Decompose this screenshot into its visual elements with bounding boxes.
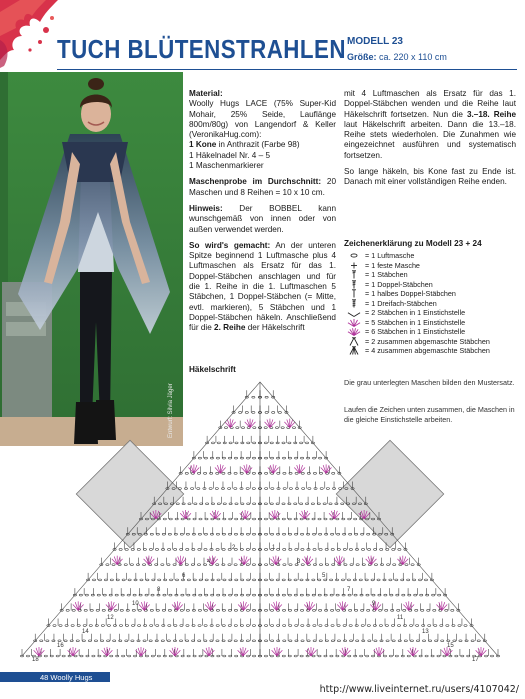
row-number-left: 12 — [107, 615, 114, 621]
legend-symbol-icon — [346, 308, 362, 317]
hinweis-section: Hinweis: Der BOBBEL kann wunschgemäß von innen oder von außen verwendet werden. — [189, 203, 336, 234]
legend-label: = 1 Dreifach-Stäbchen — [365, 298, 437, 308]
row-number-left: 6 — [182, 573, 186, 579]
legend-label: = 1 Stäbchen — [365, 270, 408, 280]
legend-symbol-icon — [346, 327, 362, 336]
instructions-column-2 — [344, 89, 516, 194]
size-info: Größe: ca. 220 x 110 cm — [347, 52, 447, 62]
row-number-left: 18 — [32, 657, 39, 663]
legend-title: Zeichenerklärung zu Modell 23 + 24 — [344, 239, 482, 248]
legend-symbol-icon — [346, 261, 362, 270]
page-title: TUCH BLÜTENSTRAHLEN — [57, 34, 346, 64]
row-number-right: 13 — [422, 629, 429, 635]
row-number-right: 9 — [372, 601, 376, 607]
legend-label: = 1 Luftmasche — [365, 251, 415, 261]
photo-credit: Entwurf: Silvia Jäger — [168, 383, 174, 438]
instructions-column-1 — [189, 89, 336, 340]
row-number-left: 10 — [132, 601, 139, 607]
symbol-legend — [344, 239, 516, 356]
chart-title: Häkelschrift — [189, 365, 236, 374]
row-number-right: 1 — [272, 545, 276, 551]
legend-label: = 1 halbes Doppel-Stäbchen — [365, 289, 456, 299]
instructions-section: So wird's gemacht: An der unteren Spitze beginnend 1 Luftmasche plus 4 Luftmaschen als Ersatz für das 1. Doppel-Stäbchen anschlagen und für die 1. Reihe in die 1. Luftmaschen 5 Stäbchen, 1 Doppel-Stäbchen (= Mitte, evtl. markieren), 5 Stäbchen und 1 Doppel-Stäbchen häkeln. Anschließend für die 2. Reihe der Häkelschrift — [189, 240, 336, 333]
legend-item — [344, 318, 516, 328]
row-number-left: 16 — [57, 643, 64, 649]
legend-symbol-icon — [346, 318, 362, 327]
row-number-right: 17 — [472, 657, 479, 663]
material-section: Material: Woolly Hugs LACE (75% Super-Kid Mohair, 25% Seide, Lauflänge 800m/80g) von Langendorf & Keller (VeronikaHug.com): 1 Kone in Anthrazit (Farbe 98) 1 Häkelnadel Nr. 4 – 5 1 Maschenmarkierer — [189, 89, 336, 171]
legend-item — [344, 280, 516, 290]
legend-note-same-stitch: Laufen die Zeichen unten zusammen, die Maschen in die gleiche Einstichstelle arbeiten. — [344, 405, 515, 424]
legend-item — [344, 251, 516, 261]
legend-label: = 4 zusammen abgemaschte Stäbchen — [365, 346, 490, 356]
legend-symbol-icon — [346, 251, 362, 260]
legend-label: = 2 Stäbchen in 1 Einstichstelle — [365, 308, 466, 318]
legend-label: = 1 Doppel-Stäbchen — [365, 279, 433, 289]
model-number: MODELL 23 — [347, 36, 403, 47]
row-number-right: 3 — [297, 559, 301, 565]
row-number-right: 7 — [347, 587, 351, 593]
legend-symbol-icon — [346, 289, 362, 298]
legend-item — [344, 289, 516, 299]
row-number-left: 14 — [82, 629, 89, 635]
row-number-left: 2 — [232, 545, 236, 551]
legend-label: = 6 Stäbchen in 1 Einstichstelle — [365, 327, 466, 337]
row-number-left: 8 — [157, 587, 161, 593]
header-rule — [57, 69, 517, 70]
row-number-right: 15 — [447, 643, 454, 649]
legend-symbol-icon — [346, 280, 362, 289]
source-url: http://www.liveinternet.ru/users/4107042/ — [319, 684, 519, 695]
legend-label: = 2 zusammen abgemaschte Stäbchen — [365, 336, 490, 346]
legend-symbol-icon — [346, 270, 362, 279]
legend-note-grey: Die grau unterlegten Maschen bilden den Mustersatz. — [344, 378, 515, 387]
legend-symbol-icon — [346, 346, 362, 355]
legend-item — [344, 270, 516, 280]
legend-item — [344, 261, 516, 271]
legend-item — [344, 327, 516, 337]
legend-label: = 1 feste Masche — [365, 260, 420, 270]
legend-item — [344, 308, 516, 318]
legend-symbol-icon — [346, 337, 362, 346]
maschenprobe-section: Maschenprobe im Durchschnitt: 20 Maschen und 8 Reihen = 10 x 10 cm. — [189, 177, 336, 197]
row-number-right: 11 — [397, 615, 404, 621]
page-number: 48 Woolly Hugs — [40, 673, 93, 682]
crochet-chart — [10, 374, 520, 674]
row-number-left: 4 — [207, 559, 211, 565]
instructions-finish: So lange häkeln, bis Kone fast zu Ende ist. Danach mit einer vollständigen Reihe enden. — [344, 167, 516, 187]
legend-item — [344, 346, 516, 356]
instructions-continued: mit 4 Luftmaschen als Ersatz für das 1. Doppel-Stäbchen wenden und die Reihe laut Häkelschrift fortsetzen. Nun die 3.–18. Reihe laut Häkelschrift arbeiten. Dann die 13.–18. Reihe stets wiederholen. Die Zunahmen wie eingezeichnet ausführen und systematisch fortsetzen. — [344, 89, 516, 160]
row-number-right: 5 — [322, 573, 326, 579]
legend-symbol-icon — [346, 299, 362, 308]
legend-label: = 5 Stäbchen in 1 Einstichstelle — [365, 317, 466, 327]
legend-item — [344, 337, 516, 347]
legend-item — [344, 299, 516, 309]
